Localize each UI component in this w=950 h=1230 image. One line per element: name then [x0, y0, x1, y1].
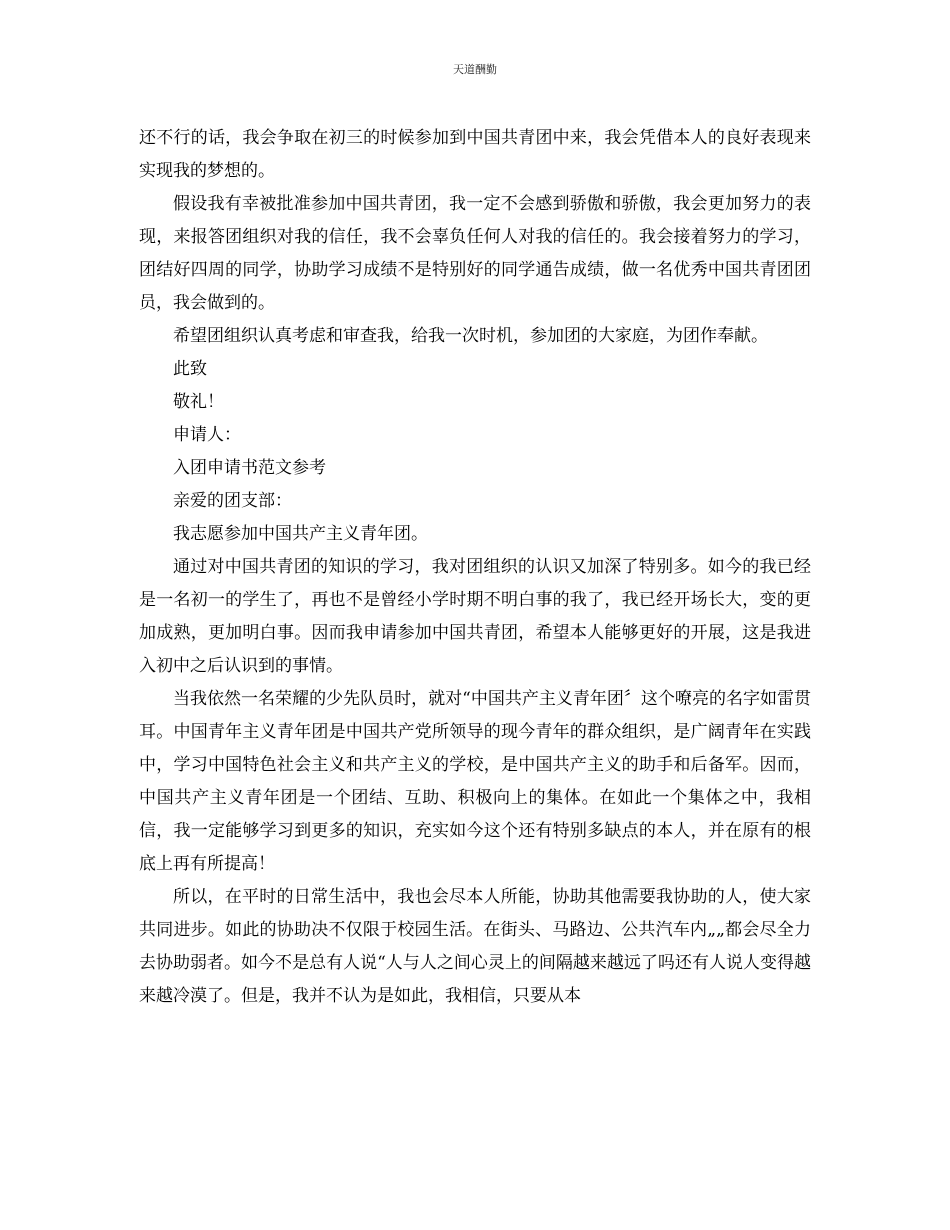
document-body [139, 122, 811, 1013]
applicant-line: 申请人： [173, 425, 241, 445]
paragraph: 当我依然一名荣耀的少先队员时，就对“中国共产主义青年团〞这个嘹亮的名字如雷贯耳。中国青年主义青年团是中国共产党所领导的现今青年的群众组织，是广阔青年在实践中，学习中国特色社会主义和共产主义的学校，是中国共产主义的助手和后备军。因而，中国共产主义青年团是一个团结、互助、积极向上的集体。在如此一个集体之中，我相信，我一定能够学习到更多的知识，充实如今这个还有特别多缺点的本人，并在原有的根底上再有所提高！ [139, 689, 811, 874]
paragraph: 我志愿参加中国共产主义青年团。 [173, 524, 428, 544]
closing-salutation: 此致 [173, 359, 207, 379]
closing-regards: 敬礼！ [173, 392, 224, 412]
paragraph: 还不行的话，我会争取在初三的时候参加到中国共青团中来，我会凭借本人的良好表现来实现我的梦想的。 [139, 128, 811, 181]
page-header: 天道酬勤 [453, 63, 497, 76]
greeting: 亲爱的团支部： [173, 491, 292, 511]
paragraph: 所以，在平时的日常生活中，我也会尽本人所能，协助其他需要我协助的人，使大家共同进步。如此的协助决不仅限于校园生活。在街头、马路边、公共汽车内„„都会尽全力去协助弱者。如今不是总有人说“人与人之间心灵上的间隔越来越远了吗还有人说人变得越来越冷漠了。但是，我并不认为是如此，我相信，只要从本 [139, 887, 811, 1006]
paragraph: 通过对中国共青团的知识的学习，我对团组织的认识又加深了特别多。如今的我已经是一名初一的学生了，再也不是曾经小学时期不明白事的我了，我已经开场长大，变的更加成熟，更加明白事。因而我申请参加中国共青团，希望本人能够更好的开展，这是我进入初中之后认识到的事情。 [139, 557, 811, 676]
paragraph: 希望团组织认真考虑和审查我，给我一次时机，参加团的大家庭，为团作奉献。 [173, 326, 768, 346]
paragraph: 假设我有幸被批准参加中国共青团，我一定不会感到骄傲和骄傲，我会更加努力的表现，来报答团组织对我的信任，我不会辜负任何人对我的信任的。我会接着努力的学习，团结好四周的同学，协助学习成绩不是特别好的同学通告成绩，做一名优秀中国共青团团员，我会做到的。 [139, 194, 811, 313]
section-title: 入团申请书范文参考 [173, 458, 326, 478]
